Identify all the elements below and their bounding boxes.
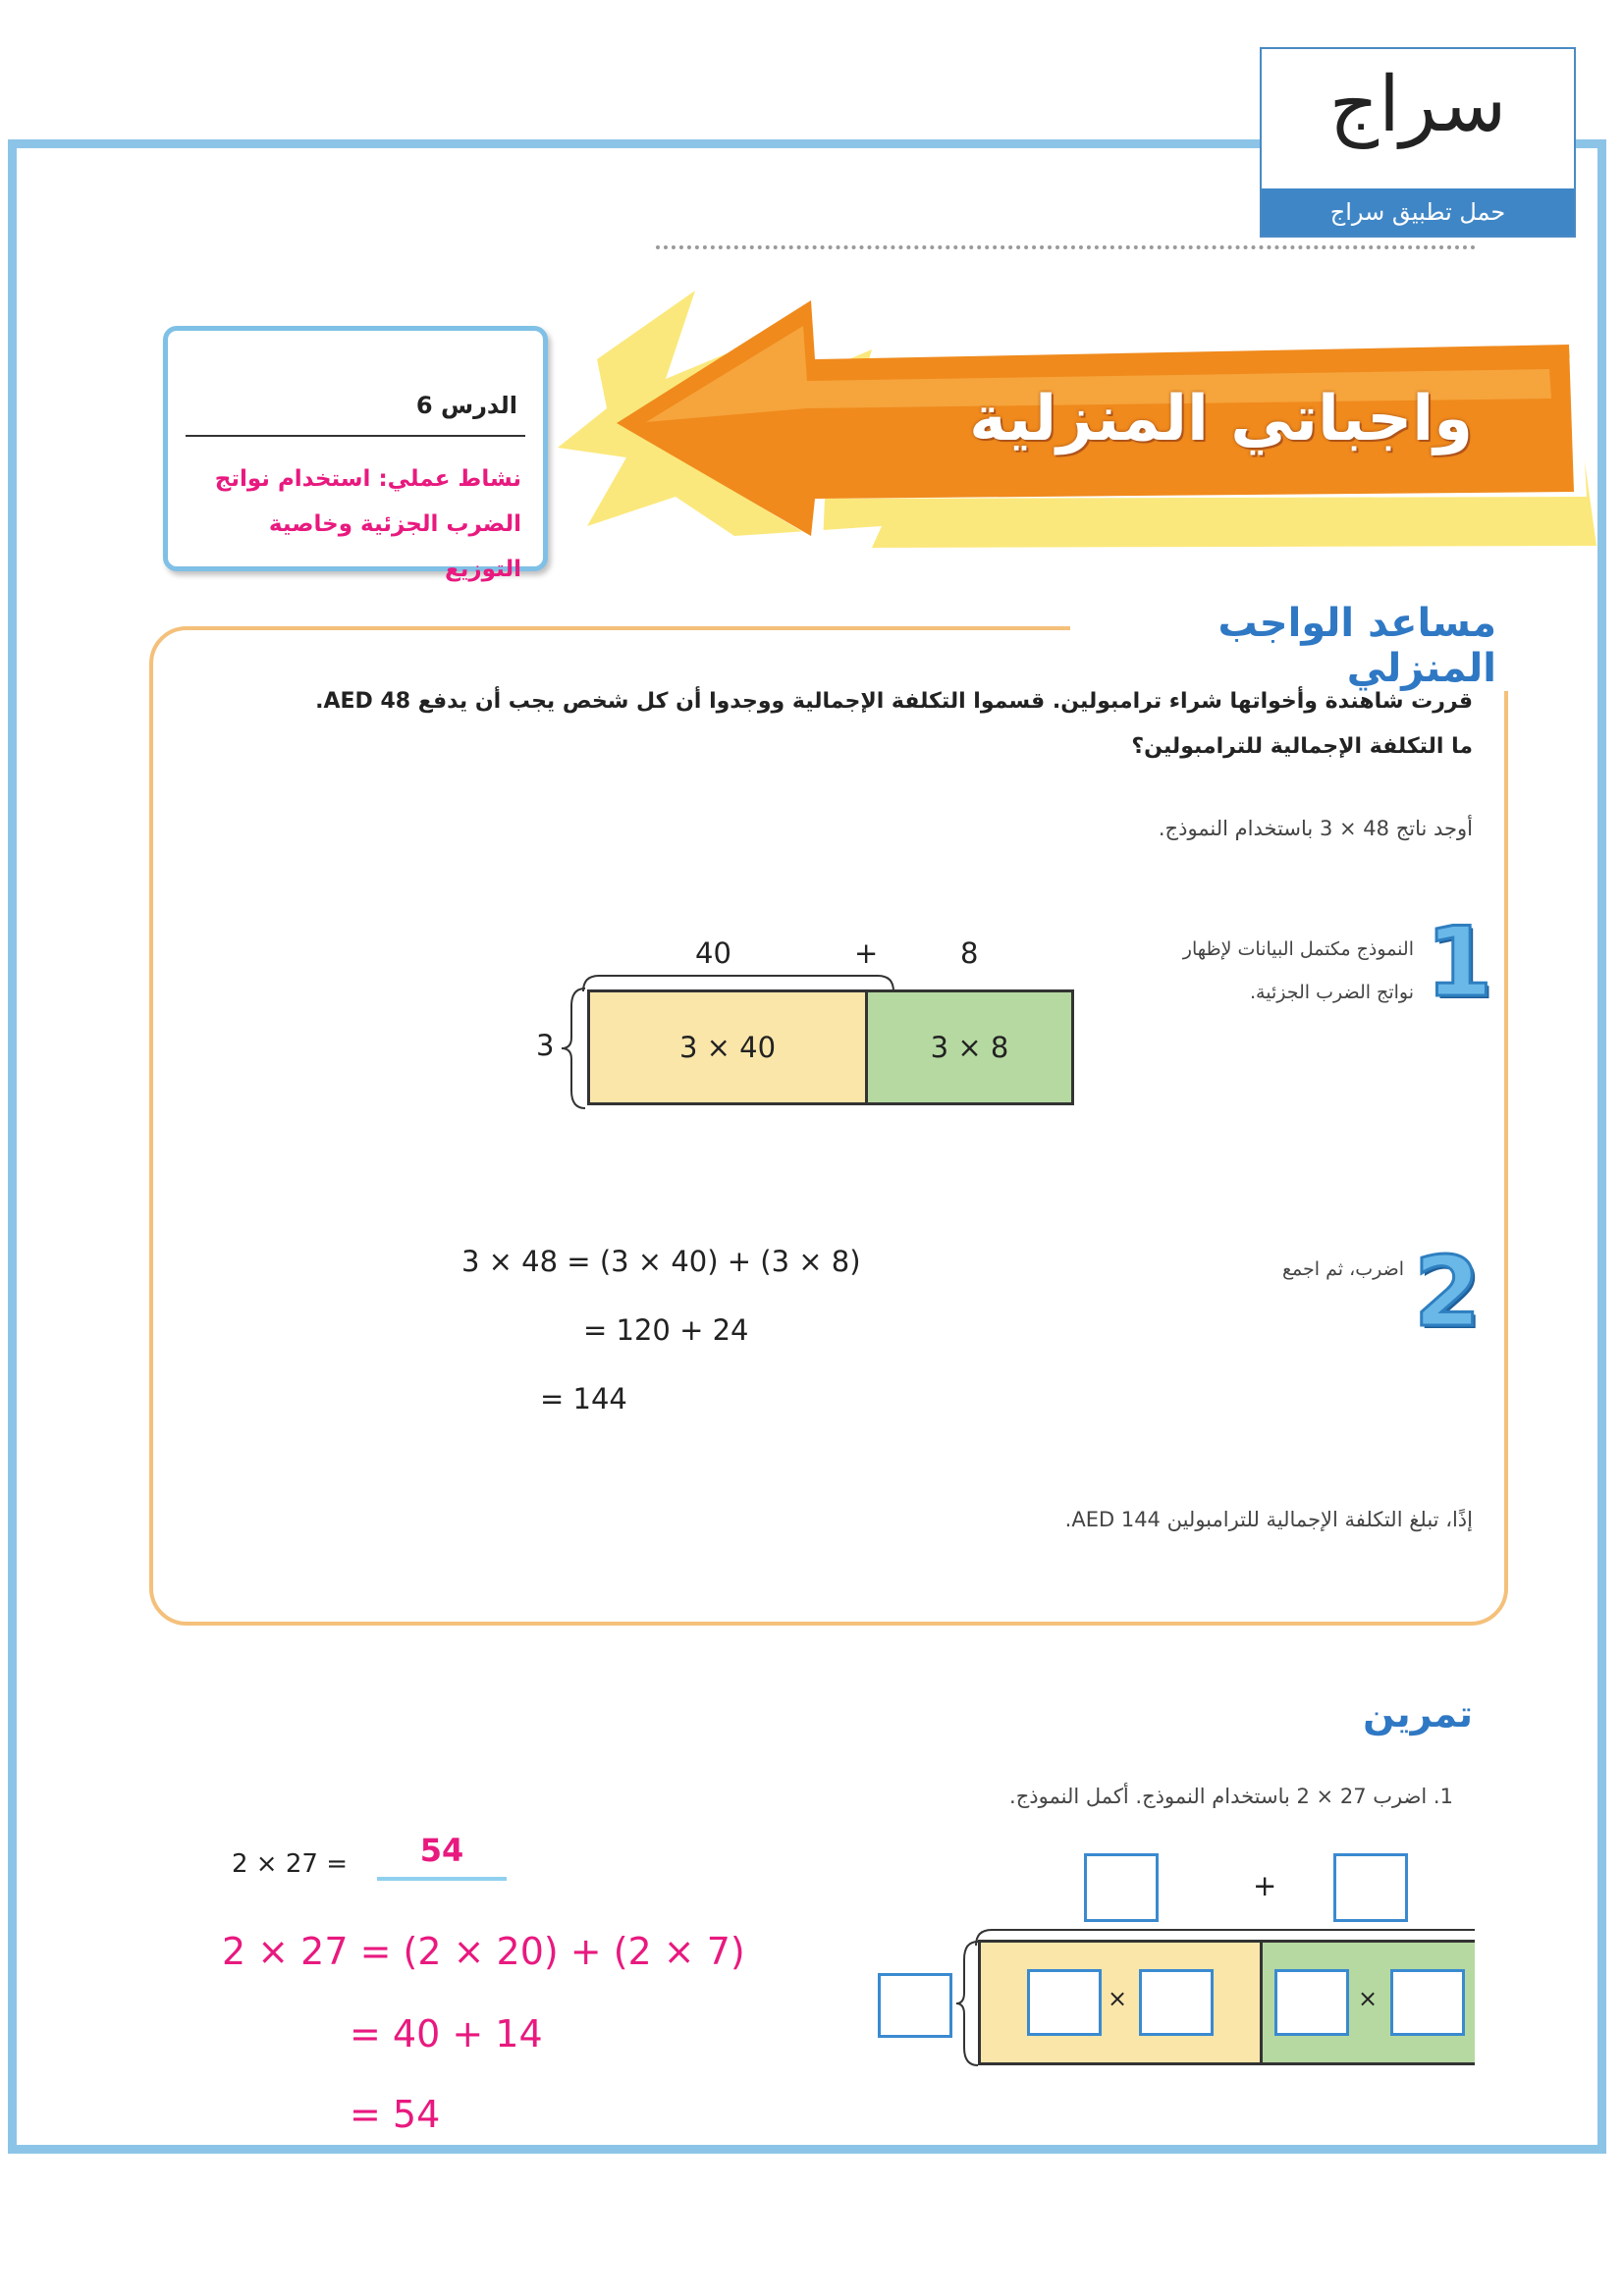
model1-cell-left-label: 3 × 40 <box>678 1031 777 1064</box>
model2-times-left: × <box>1108 1985 1128 2012</box>
problem-line2: ما التكلفة الإجمالية للترامبولين؟ <box>1131 734 1473 759</box>
model1-side-label: 3 <box>536 1029 555 1062</box>
model2-side-input[interactable] <box>878 1973 952 2038</box>
model1-cell-left <box>587 989 868 1105</box>
logo-tagline: حمل تطبيق سراج <box>1262 188 1574 236</box>
handwritten-line2: = 40 + 14 <box>350 2012 543 2056</box>
model2-right-factor1-input[interactable] <box>1274 1969 1349 2036</box>
model1-top-left: 40 <box>695 936 731 970</box>
model2-top-right-input[interactable] <box>1333 1853 1408 1922</box>
lesson-number: الدرس 6 <box>415 392 517 419</box>
step-1-text-line1: النموذج مكتمل البيانات لإظهار <box>1182 938 1414 960</box>
model2-left-factor2-input[interactable] <box>1139 1969 1214 2036</box>
exercise-question: 1. اضرب 27 × 2 باستخدام النموذج. أكمل النموذج. <box>1009 1785 1453 1808</box>
model2-top-left-input[interactable] <box>1084 1853 1159 1922</box>
problem-line1: قررت شاهندة وأخواتها شراء ترامبولين. قسموا التكلفة الإجمالية ووجدوا أن كل شخص يجب أن يدفع AED 48. <box>315 689 1473 714</box>
step-1-number: 1 <box>1426 907 1493 1019</box>
handwritten-line1: 2 × 27 = (2 × 20) + (2 × 7) <box>222 1930 745 1973</box>
model2-right-factor2-input[interactable] <box>1390 1969 1465 2036</box>
model1-cell-right-label: 3 × 8 <box>930 1031 1009 1064</box>
handwritten-line3: = 54 <box>350 2093 441 2136</box>
model2-left-factor1-input[interactable] <box>1027 1969 1102 2036</box>
conclusion: إذًا، تبلغ التكلفة الإجمالية للترامبولين AED 144. <box>1064 1508 1473 1531</box>
helper-title: مساعد الواجب المنزلي <box>1070 601 1510 691</box>
siraj-logo[interactable] <box>1260 47 1576 238</box>
banner-title: واجباتي المنزلية <box>969 383 1473 455</box>
lesson-divider <box>186 435 525 437</box>
instruction: أوجد ناتج 48 × 3 باستخدام النموذج. <box>1158 817 1473 840</box>
lesson-subtitle <box>188 456 521 592</box>
logo-word: سراج <box>1328 61 1507 149</box>
model2-plus: + <box>1253 1869 1277 1902</box>
model1-plus: + <box>854 936 879 970</box>
lesson-subtitle-line1: نشاط عملي: استخدام نواتج <box>214 466 521 492</box>
answer-input[interactable] <box>377 1832 507 1881</box>
lesson-card <box>163 326 548 582</box>
answer-label: 2 × 27 = <box>232 1849 348 1879</box>
exercise-title: تمرين <box>1363 1692 1473 1735</box>
lesson-subtitle-line2: الضرب الجزئية وخاصية التوزيع <box>268 511 521 582</box>
model2-times-right: × <box>1358 1985 1379 2012</box>
answer-value: 54 <box>419 1832 464 1869</box>
equation-line1: 3 × 48 = (3 × 40) + (3 × 8) <box>461 1245 861 1278</box>
step-2-text: اضرب، ثم اجمع <box>1281 1258 1404 1280</box>
model1-cell-right <box>865 989 1074 1105</box>
equation-line3: = 144 <box>540 1382 627 1415</box>
homework-helper-box <box>149 626 1508 1626</box>
model1-brace-side <box>560 987 589 1110</box>
step-1-text-line2: نواتج الضرب الجزئية. <box>1250 982 1414 1003</box>
equation-line2: = 120 + 24 <box>583 1313 749 1347</box>
dotted-divider <box>656 245 1476 249</box>
model1-top-right: 8 <box>960 936 979 970</box>
step-2-number: 2 <box>1414 1237 1482 1349</box>
